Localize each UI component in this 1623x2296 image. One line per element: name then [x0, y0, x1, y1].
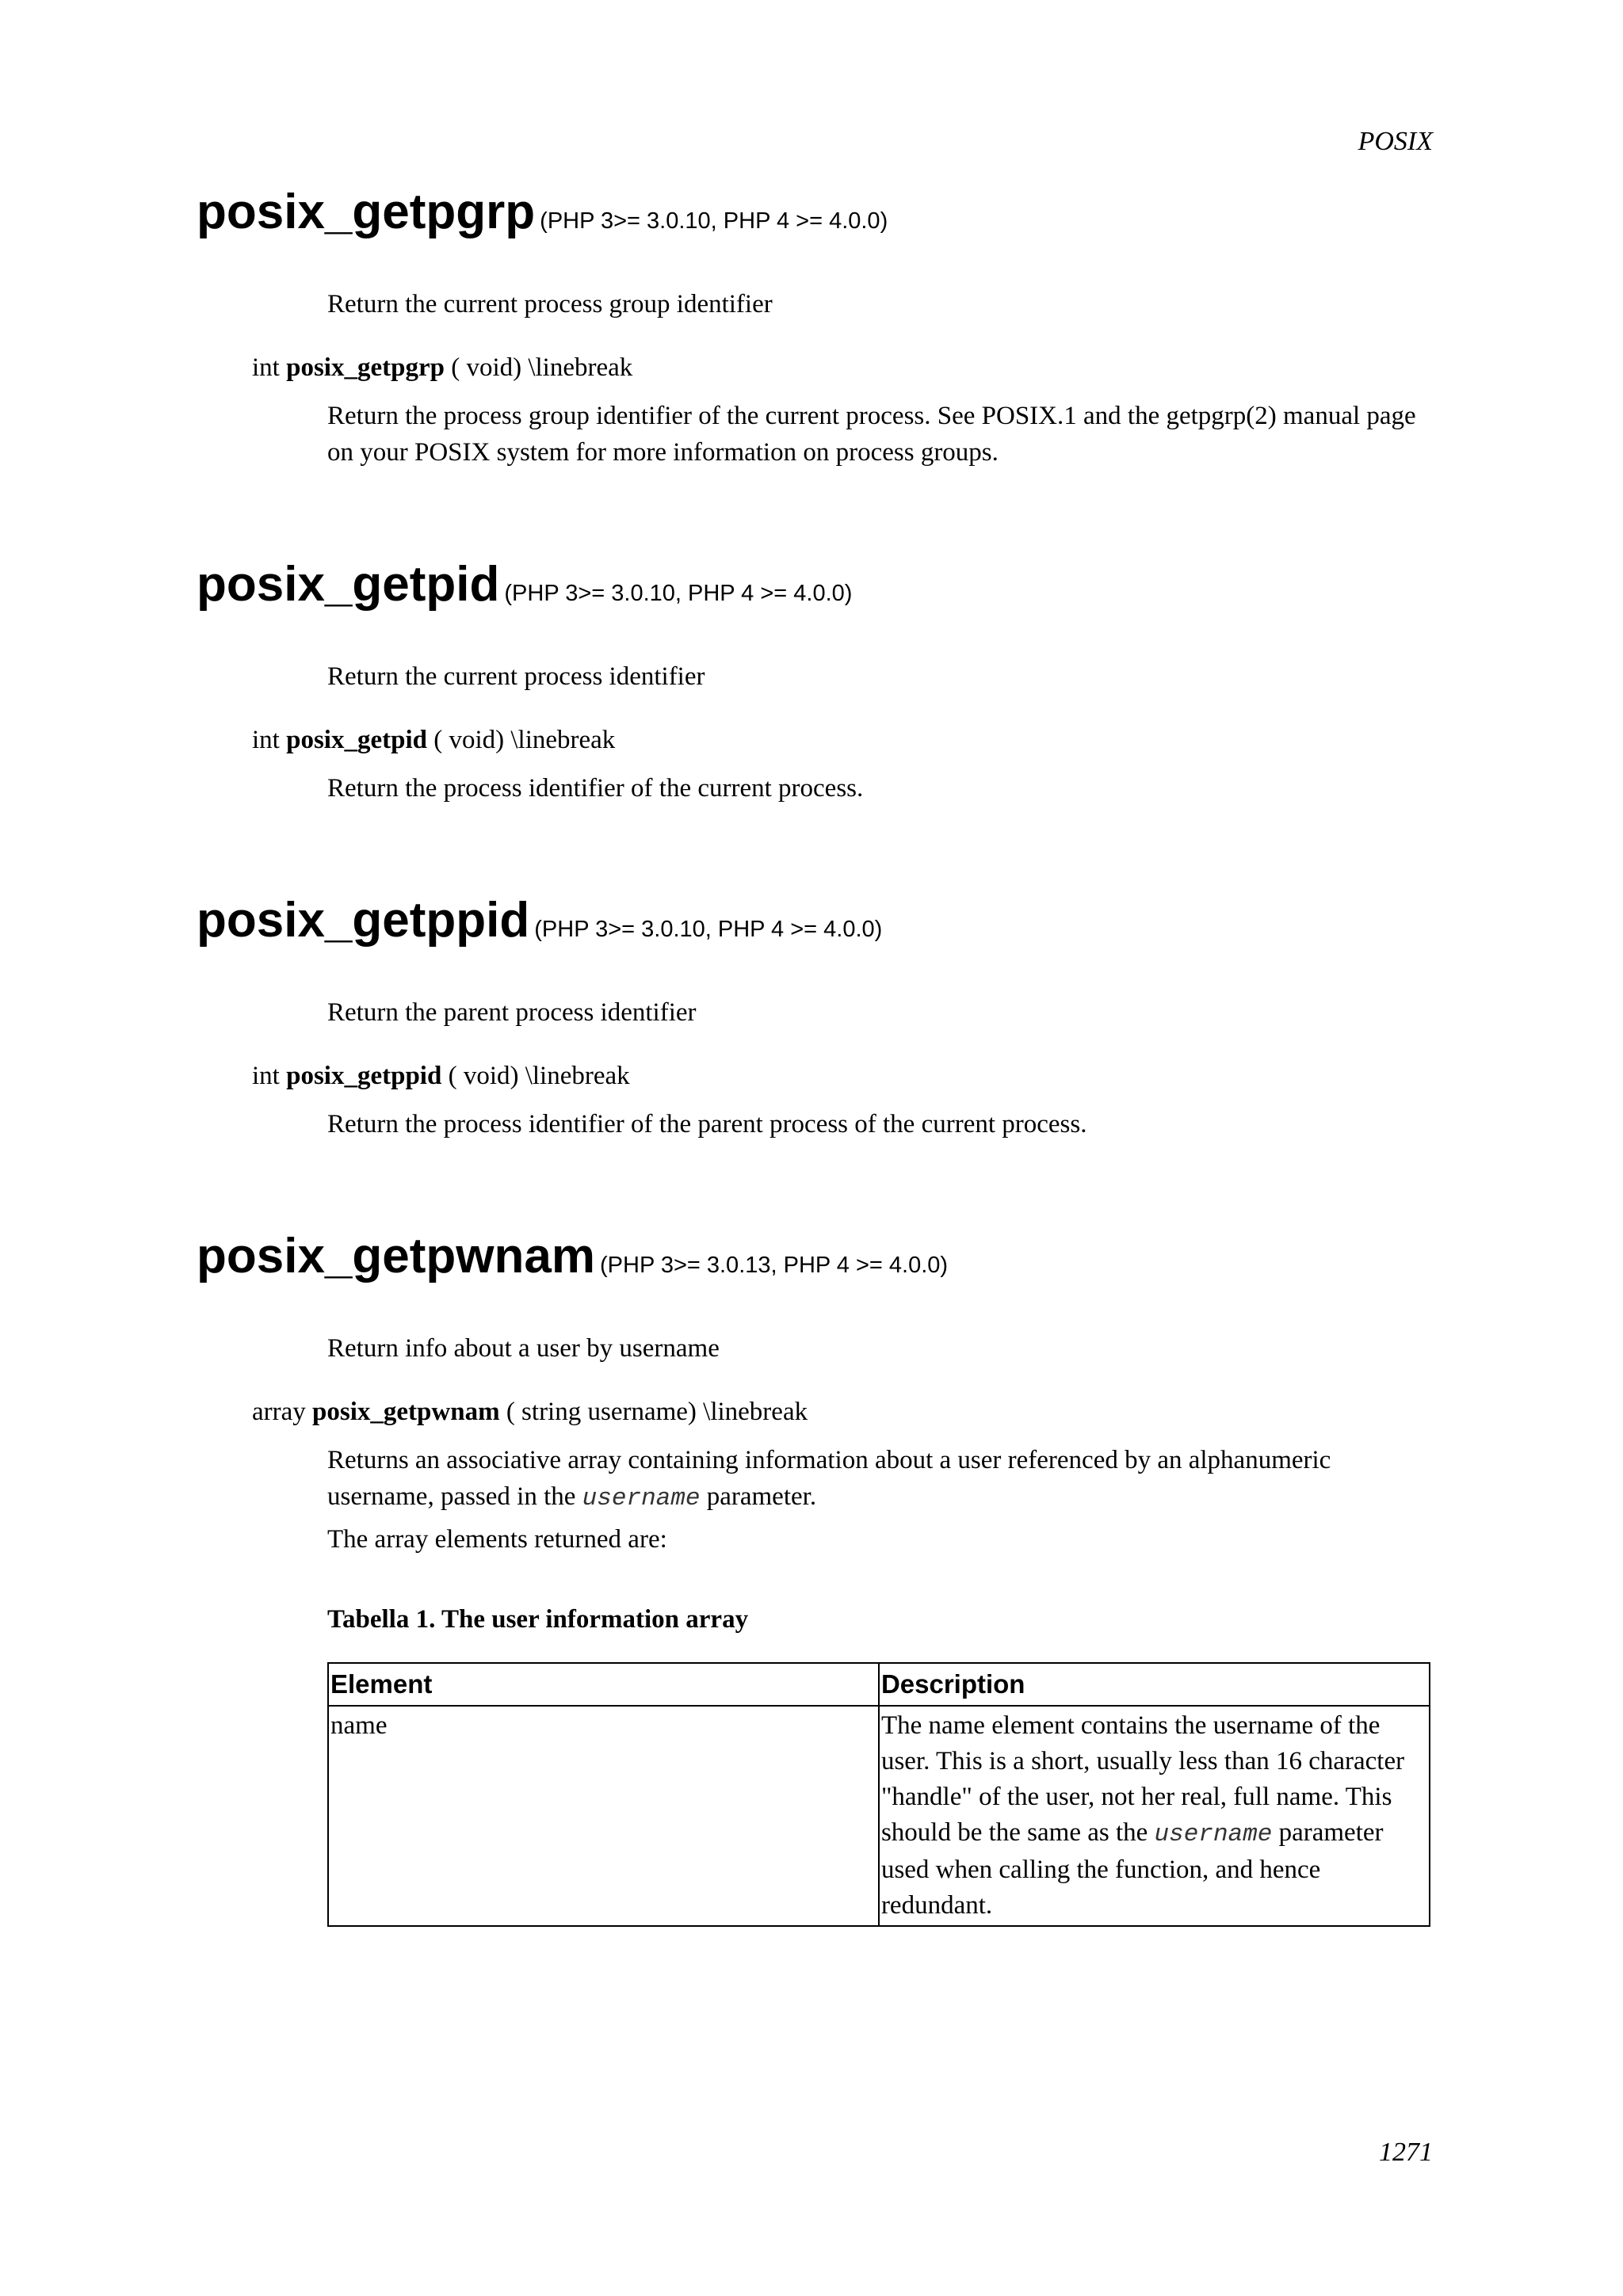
cell-text: The name element contains the username of the user. This is a short, usually less than 16 character "handle" of the user, not her real, full name. This should be the same as the: [880, 1711, 1405, 1847]
synopsis-args: ( void) \linebreak: [451, 353, 633, 382]
function-synopsis: [252, 1060, 630, 1092]
page-number: 1271: [1379, 2138, 1433, 2167]
function-description-2: The array elements returned are:: [327, 1525, 667, 1554]
function-name: posix_getpwnam: [197, 1229, 595, 1283]
entry-title: [197, 892, 882, 955]
function-synopsis: [252, 1396, 808, 1428]
version-info: (PHP 3>= 3.0.13, PHP 4 >= 4.0.0): [600, 1253, 949, 1278]
return-type: int: [252, 353, 280, 382]
entry-title: [197, 184, 888, 247]
column-header-element: Element: [328, 1663, 879, 1706]
function-purpose: Return the current process identifier: [327, 662, 705, 691]
synopsis-function: posix_getpwnam: [312, 1398, 500, 1426]
cell-description: [879, 1706, 1430, 1926]
user-info-table: [327, 1662, 1430, 1927]
description-text: parameter.: [700, 1482, 817, 1511]
running-header: POSIX: [1358, 127, 1433, 156]
function-synopsis: [252, 724, 615, 756]
version-info: (PHP 3>= 3.0.10, PHP 4 >= 4.0.0): [540, 208, 888, 234]
synopsis-args: ( void) \linebreak: [433, 726, 616, 754]
table-row: [328, 1706, 1430, 1926]
function-purpose: Return the parent process identifier: [327, 998, 697, 1027]
function-description: Return the process group identifier of the current process. See POSIX.1 and the getpgrp(2) manual page on your POSIX system for more information on process groups.: [327, 402, 1416, 467]
return-type: array: [252, 1398, 306, 1426]
table-header-row: [328, 1663, 1430, 1706]
function-purpose: Return the current process group identifier: [327, 290, 773, 318]
function-name: posix_getpid: [197, 557, 500, 612]
function-name: posix_getppid: [197, 893, 530, 948]
version-info: (PHP 3>= 3.0.10, PHP 4 >= 4.0.0): [504, 581, 853, 606]
parameter-name: username: [582, 1485, 701, 1512]
function-purpose: Return info about a user by username: [327, 1334, 720, 1363]
synopsis-function: posix_getppid: [286, 1062, 442, 1090]
table-caption: Tabella 1. The user information array: [327, 1605, 749, 1634]
entry-title: [197, 1228, 948, 1291]
parameter-name: username: [1154, 1821, 1273, 1848]
cell-text: parameter used when calling the function, and hence redundant.: [880, 1818, 1384, 1920]
function-description: [327, 1442, 1437, 1517]
synopsis-function: posix_getpgrp: [286, 353, 445, 382]
function-synopsis: [252, 352, 632, 383]
column-header-description: Description: [879, 1663, 1430, 1706]
synopsis-args: ( void) \linebreak: [448, 1062, 630, 1090]
return-type: int: [252, 726, 280, 754]
version-info: (PHP 3>= 3.0.10, PHP 4 >= 4.0.0): [534, 917, 883, 942]
function-name: posix_getpgrp: [197, 185, 536, 239]
function-description: Return the process identifier of the current process.: [327, 774, 864, 803]
synopsis-function: posix_getpid: [286, 726, 427, 754]
return-type: int: [252, 1062, 280, 1090]
cell-element: name: [328, 1706, 879, 1926]
description-text: Returns an associative array containing information about a user referenced by an alphanumeric username, passed in the: [327, 1446, 1331, 1511]
synopsis-args: ( string username) \linebreak: [506, 1398, 808, 1426]
function-description: Return the process identifier of the parent process of the current process.: [327, 1110, 1087, 1138]
entry-title: [197, 556, 852, 620]
